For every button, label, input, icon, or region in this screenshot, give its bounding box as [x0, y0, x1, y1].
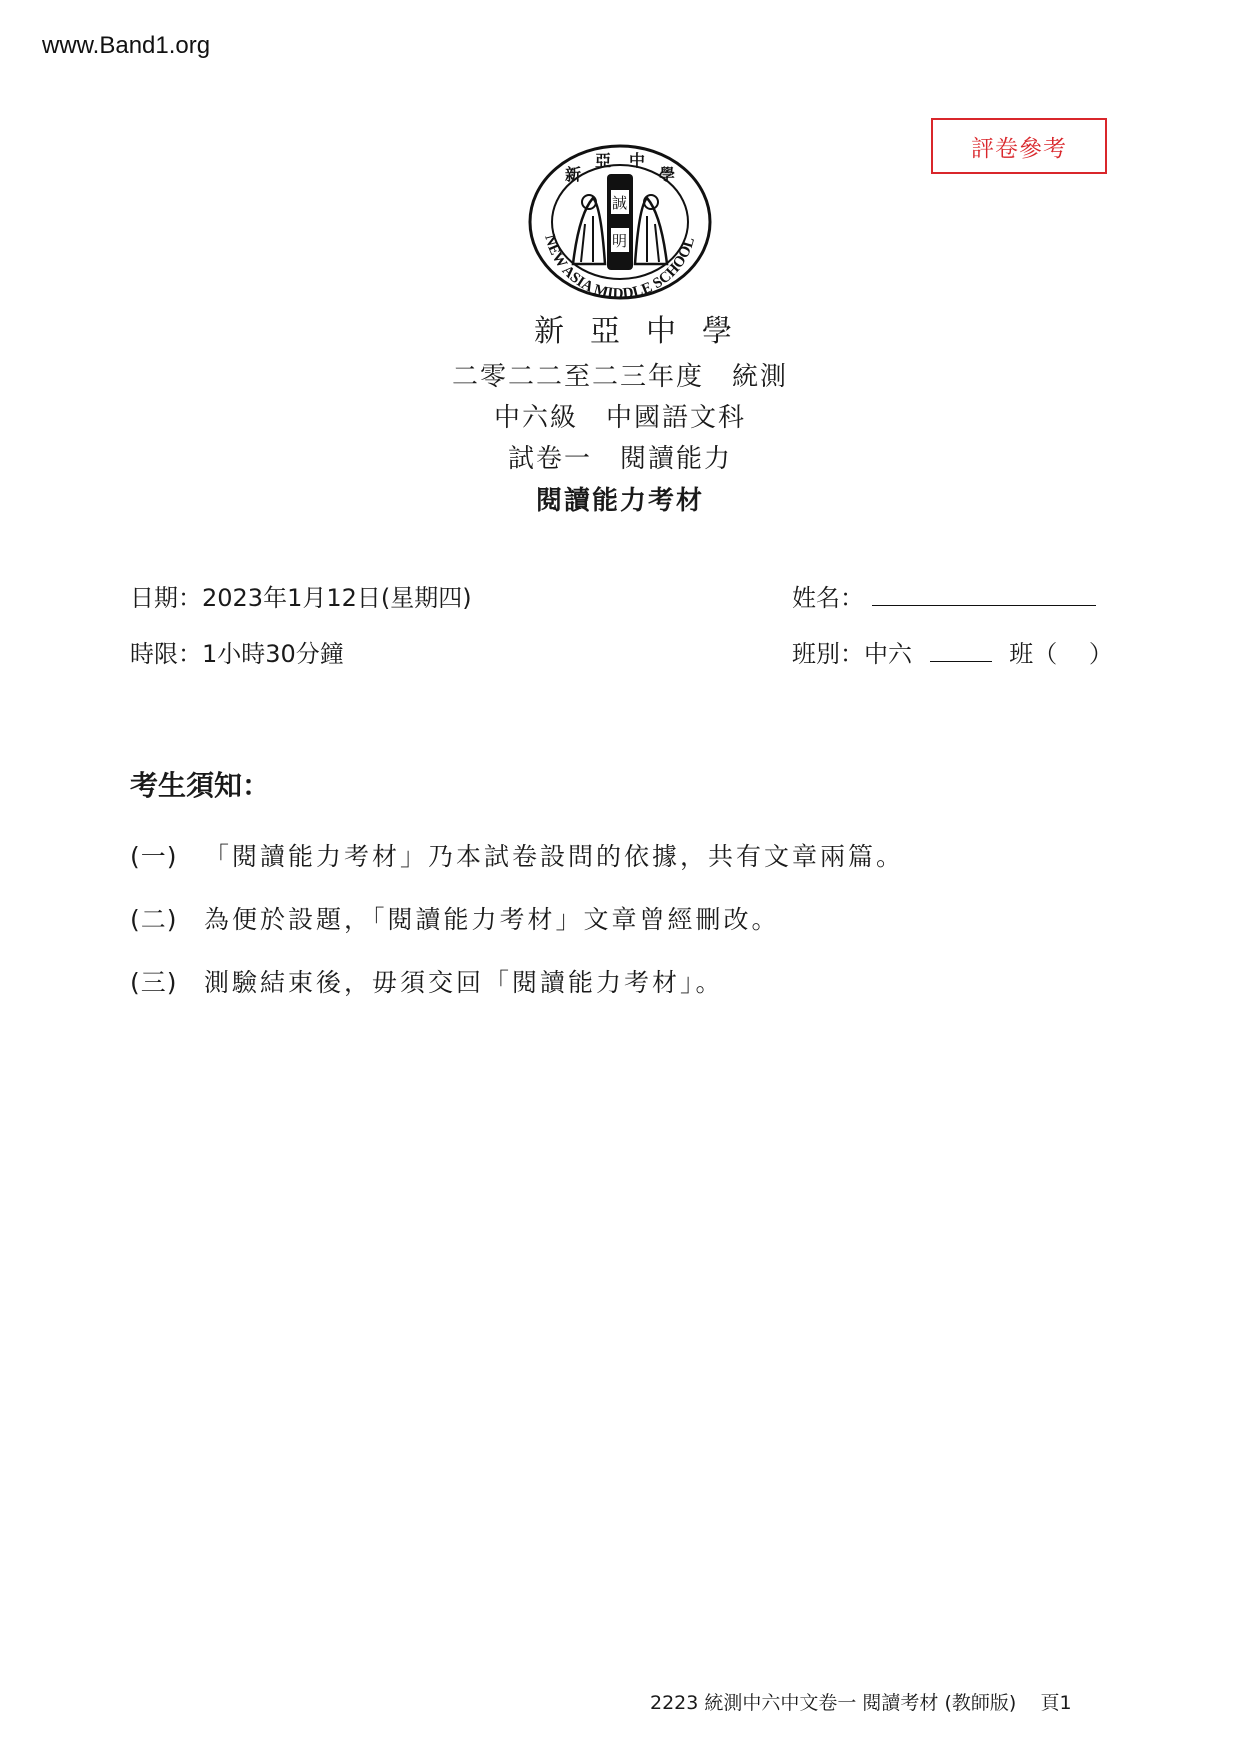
exam-date: 日期：2023年1月12日(星期四)	[130, 584, 472, 612]
instruction-index: (二)	[130, 905, 178, 934]
instruction-text: 為便於設題，「閱讀能力考材」文章曾經刪改。	[204, 905, 780, 934]
instruction-index: (一)	[130, 842, 178, 871]
crest-ring-text: NEW ASIA MIDDLE SCHOOL	[541, 233, 699, 300]
time-limit: 時限：1小時30分鐘	[130, 640, 344, 668]
page-footer: 2223 統測中六中文卷一 閱讀考材 (教師版) 頁1	[650, 1692, 1072, 1714]
site-watermark: www.Band1.org	[42, 32, 211, 59]
crest-char-3: 中	[629, 151, 646, 170]
name-label: 姓名：	[792, 584, 864, 612]
crest-center-char-2: 明	[612, 232, 628, 250]
crest-char-1: 新	[565, 165, 582, 184]
instruction-index: (三)	[130, 968, 178, 997]
class-number-label: 班（ ）	[1009, 640, 1113, 668]
instruction-item	[130, 963, 724, 999]
name-field	[792, 578, 1096, 613]
subject-line: 中六級 中國語文科	[493, 403, 746, 433]
exam-year-line: 二零二二至二三年度 統測	[451, 362, 788, 392]
crest-char-4: 學	[659, 165, 676, 184]
class-blank[interactable]	[930, 641, 992, 662]
paper-line: 試卷一 閱讀能力	[507, 444, 732, 474]
school-crest-icon	[527, 144, 713, 300]
instruction-item	[130, 900, 780, 936]
school-name: 新亞中學	[534, 314, 758, 349]
crest-char-2: 亞	[595, 151, 612, 170]
class-label: 班別：中六	[792, 640, 912, 668]
name-blank[interactable]	[872, 585, 1096, 606]
marking-reference-stamp: 評卷參考	[931, 118, 1107, 174]
document-title: 閱讀能力考材	[535, 486, 704, 516]
instruction-item	[130, 837, 904, 873]
instructions-title: 考生須知：	[130, 769, 271, 802]
class-field	[792, 634, 1113, 669]
instruction-text: 「閱讀能力考材」乃本試卷設問的依據，共有文章兩篇。	[204, 842, 905, 871]
instruction-text: 測驗結束後，毋須交回「閱讀能力考材」。	[204, 968, 724, 997]
crest-center-char-1: 誠	[612, 194, 628, 212]
